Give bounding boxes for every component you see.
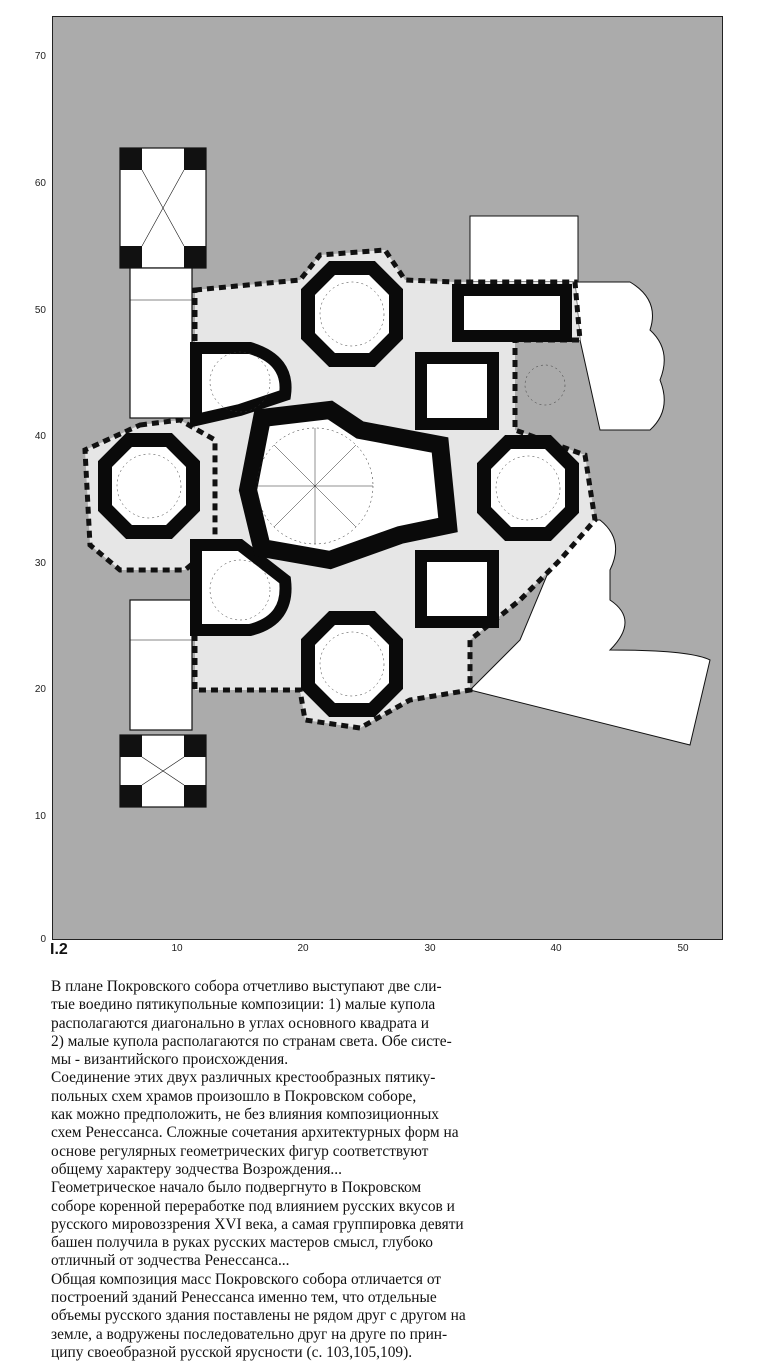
- caption-line: русского мировоззрения XVI века, а самая группировка девяти: [51, 1215, 464, 1233]
- caption-line: Соединение этих двух различных крестообразных пятику-: [51, 1069, 436, 1087]
- caption-line: общему характеру зодчества Возрождения...: [51, 1160, 342, 1178]
- y-tick-40: 40: [34, 431, 46, 442]
- se-chapel: [421, 556, 493, 622]
- caption-line: Геометрическое начало было подвергнуто в Покровском: [51, 1179, 422, 1197]
- caption-line: земле, а водружены последовательно друг на друге по прин-: [51, 1325, 448, 1343]
- x-tick-10: 10: [171, 943, 183, 954]
- caption-line: мы - византийского происхождения.: [51, 1051, 289, 1069]
- central-dome-lines: [257, 428, 373, 544]
- caption-line: Общая композиция масс Покровского собора отличается от: [51, 1270, 442, 1288]
- caption-line: В плане Покровского собора отчетливо выступают две сли-: [51, 978, 442, 995]
- north-gallery: [130, 268, 192, 418]
- north-annex-room: [458, 290, 566, 336]
- caption-line: располагаются диагонально в углах основного квадрата и: [51, 1014, 429, 1032]
- y-tick-30: 30: [34, 558, 46, 569]
- figure-caption: [51, 978, 521, 1362]
- annex-north: [470, 216, 578, 282]
- figure-label: I.2: [50, 941, 68, 958]
- y-tick-20: 20: [34, 684, 46, 695]
- caption-line: соборе коренной переработке под влиянием русских вкусов и: [51, 1197, 455, 1215]
- caption-line: башен получила в руках русских мастеров смысл, глубоко: [51, 1234, 433, 1252]
- y-tick-60: 60: [34, 178, 46, 189]
- ne-chapel: [421, 358, 493, 424]
- x-tick-40: 40: [550, 943, 562, 954]
- y-tick-50: 50: [34, 305, 46, 316]
- caption-line: основе регулярных геометрических фигур соответствуют: [51, 1142, 429, 1160]
- caption-line: объемы русского здания поставлены не рядом друг с другом на: [51, 1307, 466, 1325]
- x-tick-50: 50: [677, 943, 689, 954]
- x-tick-30: 30: [424, 943, 436, 954]
- caption-line: схем Ренессанса. Сложные сочетания архитектурных форм на: [51, 1124, 459, 1142]
- annex-east: [575, 282, 664, 430]
- caption-line: как можно предположить, не без влияния композиционных: [51, 1106, 439, 1124]
- y-tick-0: 0: [40, 934, 46, 945]
- south-gallery: [130, 600, 192, 730]
- caption-line: польных схем храмов произошло в Покровском соборе,: [51, 1087, 417, 1105]
- caption-line: 2) малые купола располагаются по странам света. Обе систе-: [51, 1032, 452, 1050]
- caption-line: ципу своеобразной русской ярусности (с. 103,105,109).: [51, 1343, 413, 1361]
- y-tick-10: 10: [34, 811, 46, 822]
- caption-line: тые воедино пятикупольные композиции: 1) малые купола: [51, 996, 436, 1014]
- y-tick-70: 70: [34, 51, 46, 62]
- central-church: [248, 410, 448, 560]
- caption-line: отличный от зодчества Ренессанса...: [51, 1252, 290, 1270]
- x-tick-20: 20: [297, 943, 309, 954]
- caption-line: построений зданий Ренессанса именно тем, что отдельные: [51, 1289, 437, 1307]
